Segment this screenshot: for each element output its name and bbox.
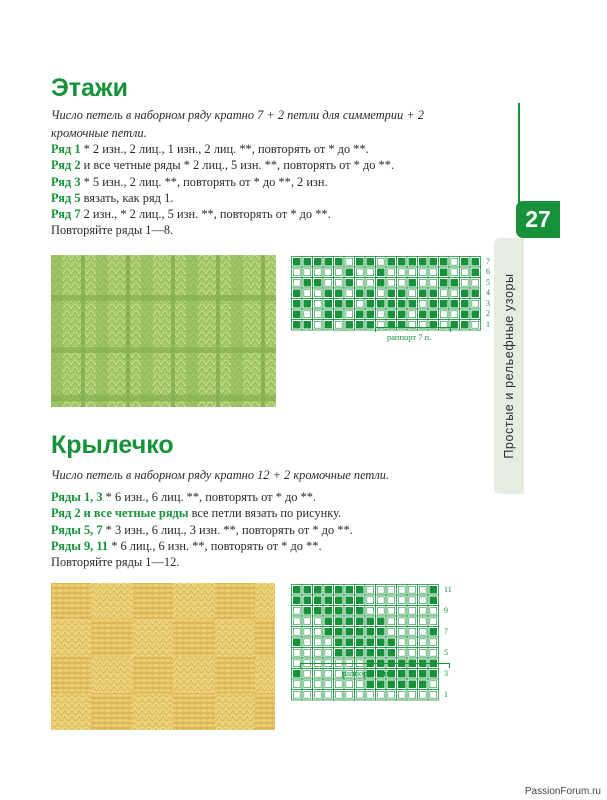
- pattern2-row-number: 1: [444, 689, 448, 699]
- pattern1-knit-stitch: [314, 290, 321, 297]
- pattern2-purl-stitch: [367, 618, 374, 625]
- pattern2-knit-stitch: [367, 691, 374, 698]
- pattern2-purl-stitch: [367, 681, 374, 688]
- pattern1-purl-stitch: [461, 290, 468, 297]
- pattern2-repeat-note: Повторяйте ряды 1—12.: [51, 555, 180, 570]
- pattern1-purl-stitch: [419, 290, 426, 297]
- pattern2-purl-stitch: [409, 670, 416, 677]
- pattern2-knit-stitch: [419, 586, 426, 593]
- pattern2-chart: [291, 584, 458, 707]
- pattern2-row: Ряд 2 и все четные ряды все петли вязать по рисунку.: [51, 506, 342, 521]
- pattern1-knit-stitch: [409, 290, 416, 297]
- pattern2-purl-stitch: [346, 628, 353, 635]
- pattern1-knit-stitch: [451, 290, 458, 297]
- pattern2-knit-stitch: [409, 628, 416, 635]
- pattern1-purl-stitch: [304, 279, 311, 286]
- pattern2-purl-stitch: [430, 597, 437, 604]
- pattern1-purl-stitch: [325, 311, 332, 318]
- pattern1-row-number: 4: [486, 288, 490, 297]
- pattern1-knit-stitch: [356, 300, 363, 307]
- pattern2-purl-stitch: [335, 607, 342, 614]
- pattern2-purl-stitch: [325, 618, 332, 625]
- pattern1-knit-stitch: [472, 300, 479, 307]
- pattern1-purl-stitch: [472, 269, 479, 276]
- pattern1-purl-stitch: [430, 258, 437, 265]
- pattern2-knit-stitch: [304, 691, 311, 698]
- pattern1-knit-stitch: [346, 258, 353, 265]
- pattern2-knit-stitch: [409, 597, 416, 604]
- pattern1-knit-stitch: [451, 258, 458, 265]
- pattern2-knit-stitch: [388, 628, 395, 635]
- pattern2-knit-stitch: [419, 639, 426, 646]
- pattern1-purl-stitch: [472, 258, 479, 265]
- pattern1-purl-stitch: [293, 311, 300, 318]
- pattern1-knit-stitch: [335, 321, 342, 328]
- pattern1-knit-stitch: [377, 290, 384, 297]
- pattern1-purl-stitch: [304, 300, 311, 307]
- pattern2-knit-stitch: [377, 607, 384, 614]
- pattern1-knit-stitch: [440, 290, 447, 297]
- pattern2-purl-stitch: [304, 607, 311, 614]
- pattern2-knit-stitch: [304, 670, 311, 677]
- pattern1-purl-stitch: [398, 290, 405, 297]
- pattern1-knit-stitch: [377, 311, 384, 318]
- pattern2-purl-stitch: [293, 639, 300, 646]
- pattern2-knit-stitch: [377, 597, 384, 604]
- pattern2-knit-stitch: [398, 586, 405, 593]
- pattern2-knit-stitch: [398, 691, 405, 698]
- pattern1-purl-stitch: [398, 258, 405, 265]
- pattern1-purl-stitch: [335, 290, 342, 297]
- pattern1-knit-stitch: [430, 279, 437, 286]
- pattern2-knit-stitch: [388, 597, 395, 604]
- pattern1-knit-stitch: [346, 311, 353, 318]
- pattern1-purl-stitch: [293, 321, 300, 328]
- pattern2-knit-stitch: [314, 691, 321, 698]
- pattern1-purl-stitch: [346, 300, 353, 307]
- pattern2-purl-stitch: [388, 639, 395, 646]
- sidebar-section-title: Простые и рельефные узоры: [502, 273, 516, 459]
- pattern2-purl-stitch: [356, 597, 363, 604]
- pattern2-purl-stitch: [314, 597, 321, 604]
- pattern1-knit-stitch: [388, 269, 395, 276]
- pattern2-knit-stitch: [314, 618, 321, 625]
- pattern1-repeat-note: Повторяйте ряды 1—8.: [51, 223, 174, 238]
- pattern2-knit-stitch: [388, 618, 395, 625]
- pattern1-knit-stitch: [356, 269, 363, 276]
- pattern1-purl-stitch: [346, 279, 353, 286]
- pattern2-knit-stitch: [398, 618, 405, 625]
- pattern1-repeat-label: раппорт 7 п.: [387, 332, 432, 342]
- pattern1-purl-stitch: [356, 290, 363, 297]
- pattern2-knit-stitch: [304, 681, 311, 688]
- pattern1-knit-stitch: [419, 300, 426, 307]
- pattern2-purl-stitch: [356, 586, 363, 593]
- pattern1-purl-stitch: [335, 300, 342, 307]
- pattern2-purl-stitch: [314, 586, 321, 593]
- pattern1-knit-stitch: [304, 290, 311, 297]
- pattern2-knit-stitch: [356, 681, 363, 688]
- pattern1-knit-stitch: [335, 279, 342, 286]
- pattern1-knit-stitch: [409, 311, 416, 318]
- pattern1-knit-stitch: [367, 269, 374, 276]
- pattern2-knit-stitch: [304, 618, 311, 625]
- pattern1-knit-stitch: [430, 269, 437, 276]
- pattern2-row-number: 9: [444, 605, 448, 615]
- pattern1-purl-stitch: [451, 279, 458, 286]
- pattern1-row: Ряд 3 * 5 изн., 2 лиц. **, повторять от * до **, 2 изн.: [51, 174, 328, 189]
- pattern2-title: Крылечко: [51, 431, 174, 459]
- pattern1-knit-stitch: [398, 269, 405, 276]
- pattern2-knit-stitch: [419, 607, 426, 614]
- pattern1-chart-grid: [291, 256, 500, 332]
- pattern2-purl-stitch: [325, 586, 332, 593]
- pattern2-knit-stitch: [325, 691, 332, 698]
- pattern1-purl-stitch: [440, 300, 447, 307]
- pattern2-purl-stitch: [398, 670, 405, 677]
- pattern1-purl-stitch: [356, 258, 363, 265]
- pattern1-purl-stitch: [451, 300, 458, 307]
- pattern2-knit-stitch: [398, 597, 405, 604]
- pattern1-purl-stitch: [367, 290, 374, 297]
- pattern1-purl-stitch: [440, 279, 447, 286]
- pattern1-purl-stitch: [293, 258, 300, 265]
- pattern1-knit-stitch: [314, 269, 321, 276]
- pattern2-purl-stitch: [377, 628, 384, 635]
- pattern2-knit-stitch: [325, 649, 332, 656]
- pattern2-knit-stitch: [314, 649, 321, 656]
- pattern2-purl-stitch: [335, 639, 342, 646]
- pattern2-knit-stitch: [388, 691, 395, 698]
- sidebar-divider: [518, 103, 520, 205]
- pattern1-purl-stitch: [335, 311, 342, 318]
- pattern1-purl-stitch: [304, 321, 311, 328]
- pattern1-knit-stitch: [377, 258, 384, 265]
- pattern1-purl-stitch: [461, 321, 468, 328]
- pattern2-purl-stitch: [377, 639, 384, 646]
- pattern2-row-number: 3: [444, 668, 448, 678]
- pattern2-purl-stitch: [325, 628, 332, 635]
- pattern1-purl-stitch: [472, 311, 479, 318]
- pattern2-knit-stitch: [430, 681, 437, 688]
- pattern2-knit-stitch: [367, 586, 374, 593]
- pattern1-purl-stitch: [409, 300, 416, 307]
- pattern2-knit-stitch: [409, 618, 416, 625]
- pattern1-instructions: [51, 141, 481, 239]
- pattern2-purl-stitch: [356, 618, 363, 625]
- pattern2-purl-stitch: [377, 649, 384, 656]
- pattern2-knit-stitch: [325, 681, 332, 688]
- pattern2-purl-stitch: [335, 649, 342, 656]
- pattern1-knit-stitch: [325, 269, 332, 276]
- pattern1-knit-stitch: [346, 290, 353, 297]
- pattern1-row: Ряд 1 * 2 изн., 2 лиц., 1 изн., 2 лиц. **, повторять от * до **.: [51, 142, 369, 156]
- pattern1-purl-stitch: [367, 311, 374, 318]
- pattern2-knit-stitch: [419, 691, 426, 698]
- pattern1-purl-stitch: [346, 321, 353, 328]
- pattern1-swatch-image: [51, 255, 276, 407]
- pattern2-knit-stitch: [304, 649, 311, 656]
- pattern2-purl-stitch: [398, 681, 405, 688]
- pattern2-knit-stitch: [346, 681, 353, 688]
- pattern1-knit-stitch: [314, 300, 321, 307]
- pattern1-purl-stitch: [461, 300, 468, 307]
- pattern1-knit-stitch: [314, 321, 321, 328]
- pattern1-purl-stitch: [356, 321, 363, 328]
- pattern1-photo: [51, 255, 276, 407]
- pattern2-purl-stitch: [325, 597, 332, 604]
- pattern2-knit-stitch: [304, 639, 311, 646]
- pattern1-knit-stitch: [367, 279, 374, 286]
- pattern1-chart: [291, 256, 500, 337]
- pattern1-knit-stitch: [325, 279, 332, 286]
- pattern2-purl-stitch: [346, 586, 353, 593]
- pattern1-knit-stitch: [419, 269, 426, 276]
- pattern1-purl-stitch: [314, 258, 321, 265]
- watermark: PassionForum.ru: [524, 786, 601, 797]
- pattern1-row: Ряд 5 вязать, как ряд 1.: [51, 190, 174, 205]
- pattern2-purl-stitch: [430, 586, 437, 593]
- pattern2-knit-stitch: [293, 628, 300, 635]
- pattern2-row: Ряды 5, 7 * 3 изн., 6 лиц., 3 изн. **, повторять от * до **.: [51, 522, 353, 537]
- pattern1-purl-stitch: [367, 321, 374, 328]
- pattern2-knit-stitch: [335, 681, 342, 688]
- pattern2-purl-stitch: [314, 607, 321, 614]
- pattern2-knit-stitch: [377, 691, 384, 698]
- pattern1-knit-stitch: [472, 279, 479, 286]
- pattern1-row: Ряд 2 и все четные ряды * 2 лиц., 5 изн. **, повторять от * до **.: [51, 158, 395, 173]
- pattern1-purl-stitch: [377, 279, 384, 286]
- pattern2-row-number: 5: [444, 647, 448, 657]
- pattern1-purl-stitch: [430, 300, 437, 307]
- pattern1-purl-stitch: [409, 258, 416, 265]
- pattern1-purl-stitch: [335, 258, 342, 265]
- pattern2-knit-stitch: [409, 607, 416, 614]
- pattern1-purl-stitch: [388, 290, 395, 297]
- pattern1-purl-stitch: [304, 258, 311, 265]
- pattern1-knit-stitch: [293, 279, 300, 286]
- pattern1-knit-stitch: [419, 279, 426, 286]
- pattern2-purl-stitch: [356, 607, 363, 614]
- pattern1-title: Этажи: [51, 74, 129, 102]
- pattern2-knit-stitch: [304, 628, 311, 635]
- pattern2-knit-stitch: [409, 691, 416, 698]
- pattern1-purl-stitch: [367, 300, 374, 307]
- pattern2-knit-stitch: [335, 691, 342, 698]
- pattern2-knit-stitch: [367, 597, 374, 604]
- pattern1-purl-stitch: [430, 290, 437, 297]
- pattern2-knit-stitch: [419, 597, 426, 604]
- pattern1-knit-stitch: [335, 269, 342, 276]
- pattern2-knit-stitch: [314, 670, 321, 677]
- pattern2-row-number: 7: [444, 626, 448, 636]
- pattern2-knit-stitch: [419, 649, 426, 656]
- pattern2-intro: Число петель в наборном ряду кратно 12 + 2 кромочные петли.: [51, 468, 390, 482]
- pattern1-purl-stitch: [293, 290, 300, 297]
- pattern2-purl-stitch: [430, 670, 437, 677]
- pattern1-purl-stitch: [346, 269, 353, 276]
- pattern1-knit-stitch: [304, 311, 311, 318]
- pattern2-knit-stitch: [325, 639, 332, 646]
- pattern2-row: Ряды 9, 11 * 6 лиц., 6 изн. **, повторять от * до **.: [51, 538, 322, 553]
- pattern2-knit-stitch: [409, 649, 416, 656]
- pattern1-purl-stitch: [409, 279, 416, 286]
- pattern2-knit-stitch: [325, 670, 332, 677]
- pattern1-purl-stitch: [388, 311, 395, 318]
- page-number: 27: [516, 201, 560, 238]
- pattern1-purl-stitch: [325, 300, 332, 307]
- pattern1-purl-stitch: [388, 258, 395, 265]
- pattern2-purl-stitch: [293, 586, 300, 593]
- pattern2-knit-stitch: [314, 681, 321, 688]
- pattern2-purl-stitch: [325, 607, 332, 614]
- pattern1-row-number: 2: [486, 309, 490, 318]
- pattern1-purl-stitch: [419, 258, 426, 265]
- pattern2-row: Ряды 1, 3 * 6 изн., 6 лиц. **, повторять от * до **.: [51, 490, 317, 504]
- pattern1-purl-stitch: [461, 311, 468, 318]
- pattern1-knit-stitch: [461, 269, 468, 276]
- pattern1-row-number: 6: [486, 267, 490, 276]
- pattern2-knit-stitch: [430, 618, 437, 625]
- pattern1-purl-stitch: [367, 258, 374, 265]
- pattern2-purl-stitch: [346, 639, 353, 646]
- pattern2-knit-stitch: [388, 607, 395, 614]
- pattern1-purl-stitch: [461, 258, 468, 265]
- pattern2-purl-stitch: [419, 681, 426, 688]
- pattern1-knit-stitch: [472, 321, 479, 328]
- pattern1-purl-stitch: [356, 311, 363, 318]
- pattern1-purl-stitch: [398, 300, 405, 307]
- pattern2-purl-stitch: [293, 597, 300, 604]
- pattern2-purl-stitch: [346, 618, 353, 625]
- pattern1-knit-stitch: [451, 269, 458, 276]
- pattern1-purl-stitch: [388, 300, 395, 307]
- pattern2-purl-stitch: [356, 649, 363, 656]
- pattern1-knit-stitch: [304, 269, 311, 276]
- pattern2-knit-stitch: [430, 649, 437, 656]
- pattern2-purl-stitch: [430, 628, 437, 635]
- pattern2-purl-stitch: [304, 586, 311, 593]
- pattern2-knit-stitch: [398, 639, 405, 646]
- pattern1-purl-stitch: [398, 311, 405, 318]
- pattern2-purl-stitch: [356, 639, 363, 646]
- pattern2-photo: [51, 583, 275, 730]
- pattern2-repeat-label: раппорт 12 п.: [342, 668, 391, 678]
- pattern1-purl-stitch: [472, 290, 479, 297]
- pattern1-knit-stitch: [461, 279, 468, 286]
- pattern1-knit-stitch: [451, 311, 458, 318]
- pattern1-purl-stitch: [440, 269, 447, 276]
- pattern1-purl-stitch: [325, 290, 332, 297]
- pattern2-knit-stitch: [293, 607, 300, 614]
- pattern2-row-number: 11: [444, 584, 452, 594]
- pattern2-swatch-image: [51, 583, 275, 730]
- pattern2-knit-stitch: [314, 628, 321, 635]
- pattern2-knit-stitch: [314, 639, 321, 646]
- pattern2-knit-stitch: [409, 639, 416, 646]
- pattern1-intro: Число петель в наборном ряду кратно 7 + 2 петли для симметрии + 2 кромочные петли.: [51, 108, 424, 140]
- pattern1-knit-stitch: [388, 279, 395, 286]
- pattern2-purl-stitch: [346, 597, 353, 604]
- pattern2-knit-stitch: [293, 649, 300, 656]
- pattern2-purl-stitch: [346, 607, 353, 614]
- pattern2-knit-stitch: [398, 628, 405, 635]
- pattern2-purl-stitch: [335, 628, 342, 635]
- pattern2-knit-stitch: [293, 618, 300, 625]
- pattern2-purl-stitch: [388, 649, 395, 656]
- pattern2-purl-stitch: [419, 670, 426, 677]
- pattern1-purl-stitch: [377, 269, 384, 276]
- pattern2-purl-stitch: [409, 681, 416, 688]
- pattern2-knit-stitch: [430, 607, 437, 614]
- pattern1-row-number: 5: [486, 277, 490, 287]
- pattern1-row-number: 3: [486, 298, 490, 308]
- pattern1-row-number: 1: [486, 319, 490, 329]
- pattern2-purl-stitch: [335, 586, 342, 593]
- pattern2-chart-grid: [291, 584, 458, 702]
- pattern1-purl-stitch: [325, 321, 332, 328]
- pattern1-knit-stitch: [409, 269, 416, 276]
- pattern2-purl-stitch: [304, 597, 311, 604]
- pattern2-purl-stitch: [388, 681, 395, 688]
- pattern1-row: Ряд 7 2 изн., * 2 лиц., 5 изн. **, повторять от * до **.: [51, 207, 331, 222]
- pattern2-knit-stitch: [346, 691, 353, 698]
- pattern1-knit-stitch: [314, 311, 321, 318]
- pattern2-purl-stitch: [367, 628, 374, 635]
- pattern2-knit-stitch: [430, 691, 437, 698]
- pattern2-knit-stitch: [398, 607, 405, 614]
- pattern2-knit-stitch: [409, 586, 416, 593]
- pattern1-purl-stitch: [325, 258, 332, 265]
- pattern2-purl-stitch: [346, 649, 353, 656]
- pattern1-purl-stitch: [377, 300, 384, 307]
- pattern2-knit-stitch: [388, 586, 395, 593]
- pattern1-knit-stitch: [356, 279, 363, 286]
- pattern2-purl-stitch: [335, 597, 342, 604]
- pattern2-knit-stitch: [419, 628, 426, 635]
- pattern2-instructions: [51, 489, 481, 570]
- pattern2-purl-stitch: [335, 618, 342, 625]
- pattern2-knit-stitch: [293, 681, 300, 688]
- pattern2-knit-stitch: [377, 586, 384, 593]
- pattern2-purl-stitch: [356, 628, 363, 635]
- pattern2-purl-stitch: [367, 639, 374, 646]
- pattern1-purl-stitch: [314, 279, 321, 286]
- pattern1-row-number: 7: [486, 256, 490, 266]
- pattern2-purl-stitch: [367, 649, 374, 656]
- pattern2-knit-stitch: [398, 649, 405, 656]
- pattern1-purl-stitch: [293, 300, 300, 307]
- pattern1-knit-stitch: [440, 311, 447, 318]
- pattern2-knit-stitch: [367, 607, 374, 614]
- pattern2-purl-stitch: [293, 670, 300, 677]
- pattern2-knit-stitch: [293, 691, 300, 698]
- pattern1-purl-stitch: [419, 311, 426, 318]
- pattern1-purl-stitch: [440, 258, 447, 265]
- pattern1-purl-stitch: [430, 311, 437, 318]
- pattern1-purl-stitch: [451, 321, 458, 328]
- pattern2-purl-stitch: [377, 618, 384, 625]
- pattern1-knit-stitch: [293, 269, 300, 276]
- pattern2-knit-stitch: [356, 691, 363, 698]
- pattern2-purl-stitch: [377, 681, 384, 688]
- pattern2-knit-stitch: [419, 618, 426, 625]
- pattern1-knit-stitch: [398, 279, 405, 286]
- pattern2-knit-stitch: [430, 639, 437, 646]
